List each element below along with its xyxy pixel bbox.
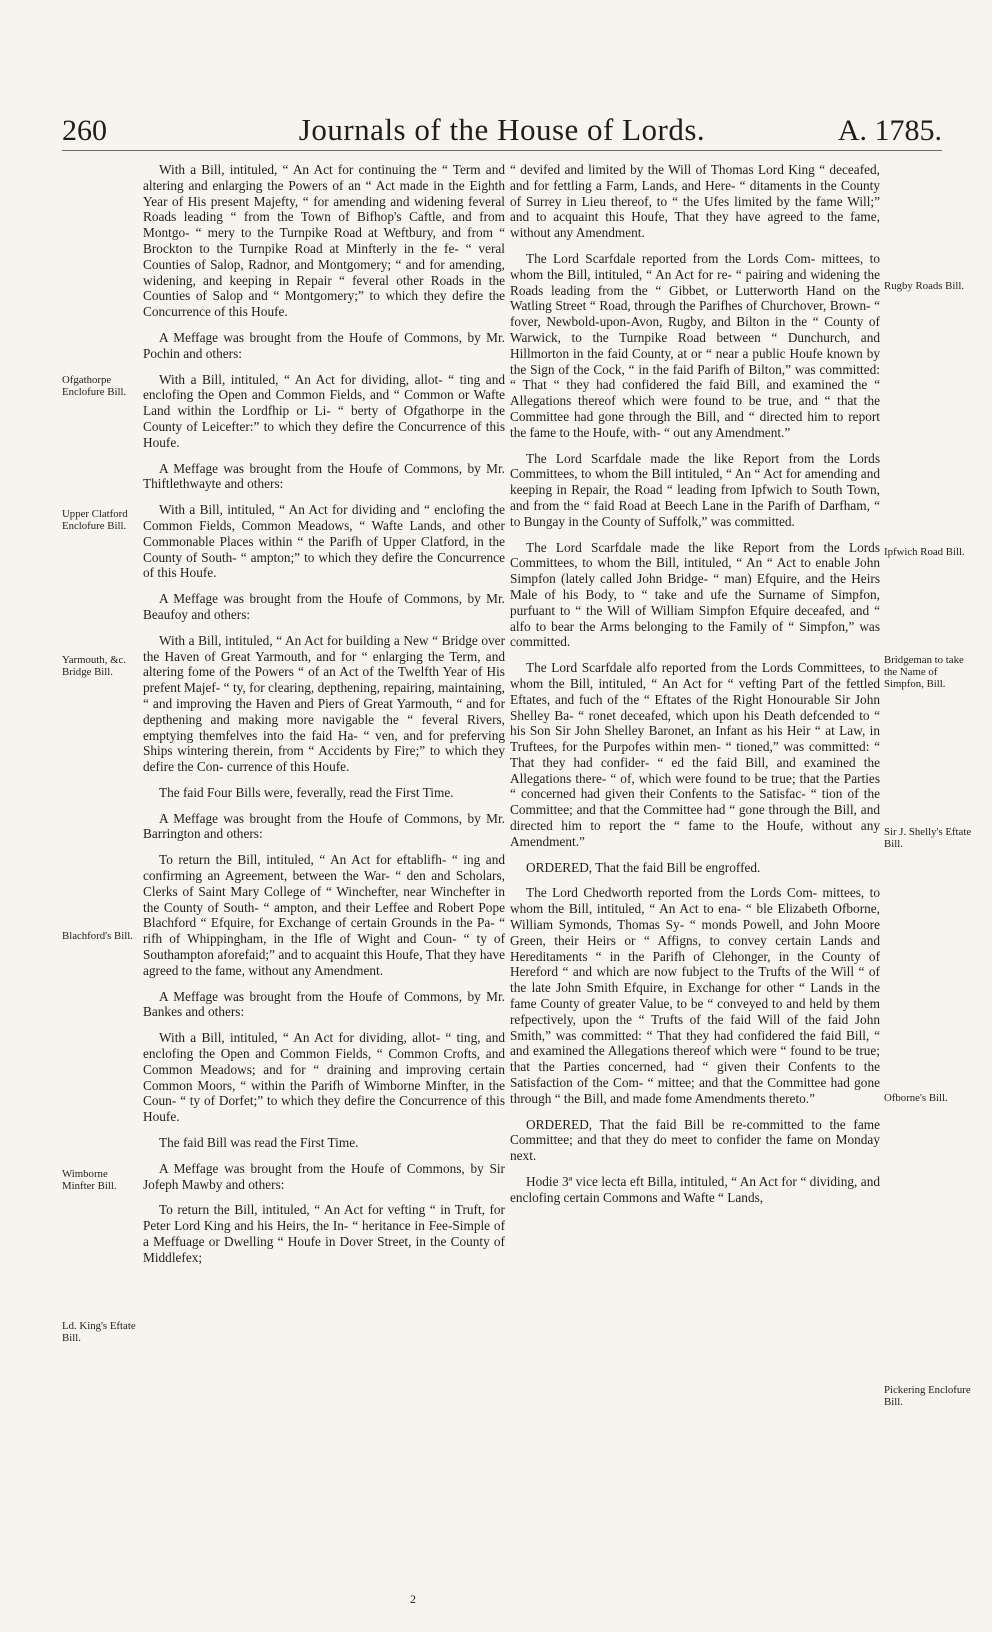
paragraph: A Meffage was brought from the Houfe of Commons, by Mr. Bankes and others: [143,988,505,1020]
paragraph: The Lord Scarfdale alfo reported from the Lords Committees, to whom the Bill, intituled, “ An Act for “ vefting Part of the fettled Eftates, and fuch of the “ Eftates of the Right Honourable Sir John Shelley Ba- “ ronet deceafed, which upon his Death defcended to “ his Son Sir John Shelley Baronet, an Infant as his Heir “ at Law, in Truftees, for the Purpofes within men- “ tioned,” was committed: “ That they had confider- “ ed the faid Bill, and examined the Allegations there- “ of, which were found to be true; that the Parties “ concerned had given their Confents to the Satisfac- “ tion of the Committee; and that the Committee had “ gone through the Bill, and directed him to report the “ fame to the Houfe, without any Amendment.” [510,660,880,849]
paragraph: A Meffage was brought from the Houfe of Commons, by Mr. Pochin and others: [143,329,505,361]
right-column [510,162,880,1216]
paragraph: The faid Four Bills were, feverally, read the First Time. [159,784,454,800]
margin-note: Sir J. Shelly's Eftate Bill. [884,826,972,851]
journal-year: A. 1785. [837,114,942,147]
left-column [143,162,505,1276]
margin-note: Pickering Enclofure Bill. [884,1384,971,1409]
paragraph: To return the Bill, intituled, “ An Act for eftablifh- “ ing and confirming an Agreement, between the War- “ den and Scholars, Clerks of Saint Mary College of “ Winchefter, near Winchefter in the County of South- “ ampton, and their Leffee and Robert Pope Blachford “ Efquire, for Exchange of certain Grounds in the Pa- “ rifh of Whippingham, in the Ifle of Wight and Coun- “ ty of Southampton aforefaid;” and to acquaint this Houfe, That they have agreed to the fame, without any Amendment. [143,852,505,978]
margin-note: Upper Clatford Enclofure Bill. [62,508,128,533]
paragraph: Hodie 3ª vice lecta eft Billa, intituled, “ An Act for “ dividing, and enclofing certain Commons and Wafte “ Lands, [510,1174,880,1205]
paragraph: ORDERED, That the faid Bill be re-committed to the fame Committee; and that they do meet to confider the fame on Monday next. [510,1116,880,1164]
margin-note: Blachford's Bill. [62,930,133,942]
paragraph: With a Bill, intituled, “ An Act for continuing the “ Term and altering and enlarging the Powers of an “ Act made in the Eighth Year of His present Majefty, “ for amending and widening feveral Roads leading “ from the Town of Bifhop's Caftle, and from Montgo- “ mery to the Turnpike Road at Weftbury, and from “ Brockton to the Turnpike Road at Minfterly in the fe- “ veral Counties of Salop, Radnor, and Montgomery; “ and for amending, widening, and keeping in Repair “ feveral other Roads in the Counties of Salop and “ Montgomery;” to which they defire the Concurrence of this Houfe. [143,162,505,320]
paragraph: A Meffage was brought from the Houfe of Commons, by Sir Jofeph Mawby and others: [143,1160,505,1192]
paragraph: To return the Bill, intituled, “ An Act for vefting “ in Truft, for Peter Lord King and his Heirs, the In- “ heritance in Fee-Simple of a Meffuage or Dwelling “ Houfe in Dover Street, in the County of Middlefex; [143,1202,505,1265]
paragraph: With a Bill, intituled, “ An Act for dividing, allot- “ ting and enclofing the Open and Common Fields, and “ Common or Wafte Land within the Lordfhip or Li- “ berty of Ofgathorpe in the County of Leicefter:” to which they defire the Concurrence of this Houfe. [143,371,505,450]
margin-note: Ipfwich Road Bill. [884,546,965,558]
margin-note: Wimborne Minfter Bill. [62,1168,117,1193]
header-rule [62,150,942,151]
margin-note: Ofborne's Bill. [884,1092,948,1104]
paragraph: With a Bill, intituled, “ An Act for building a New “ Bridge over the Haven of Great Yarmouth, and for “ enlarging the Term, and altering fome of the Powers “ of an Act of the Twelfth Year of His prefent Majef- “ ty, for clearing, depthening, repairing, maintaining, “ and improving the Haven and Piers of Great Yarmouth, “ and for depthening and making more navigable the “ feveral Rivers, emptying themfelves into the faid Ha- “ ven, and for preferving Ships wintering therein, from “ Accidents by Fire;” to which they defire the Con- currence of this Houfe. [143,632,505,775]
page-number: 260 [62,114,107,147]
paragraph: A Meffage was brought from the Houfe of Commons, by Mr. Beaufoy and others: [143,591,505,622]
paragraph: The Lord Scarfdale reported from the Lords Com- mittees, to whom the Bill, intituled, “ An Act for re- “ pairing and widening the Roads leading from the “ Gibbet, or Lutterworth Hand on the Watling Street “ Road, through the Parifhes of Churchover, Brown- “ fover, Newbold-upon-Avon, Rugby, and Bilton in the “ County of Warwick, to the Turnpike Road between “ Dunchurch, and Hillmorton in the faid County, at or “ near a public Houfe known by the Sign of the Cock, “ in the faid Parifh of Bilton,” was committed: “ That “ they had confidered the faid Bill, and examined the “ Allegations thereof which were found to be true, and “ that the Committee had gone through the Bill, and “ directed him to report the fame to the Houfe, with- “ out any Amendment.” [510,250,880,440]
margin-note: Ofgathorpe Enclofure Bill. [62,374,127,399]
paragraph: A Meffage was brought from the Houfe of Commons, by Mr. Barrington and others: [143,810,505,842]
paragraph: The faid Bill was read the First Time. [159,1135,359,1151]
margin-note: Rugby Roads Bill. [884,280,965,292]
paragraph: The Lord Scarfdale made the like Report from the Lords Committees, to whom the Bill, intituled, “ An “ Act to enable John Simpfon (lately called John Bridge- “ man) Efquire, and the Heirs Male of his Body, to “ take and ufe the Surname of Simpfon, purfuant to “ the Will of William Simpfon Efquire deceafed, and “ alfo to bear the Arms belonging to the Family of “ Simpfon,” was committed. [510,539,880,650]
page-header [62,108,942,156]
paragraph: With a Bill, intituled, “ An Act for dividing, allot- “ ting, and enclofing the Open and Common Fields, “ Common Crofts, and Common Meadows; and for “ draining and improving certain Common Moors, “ within the Parifh of Wimborne Minfter, in the Coun- “ ty of Dorfet;” to which they defire the Concurrence of this Houfe. [143,1030,505,1125]
paragraph: The Lord Chedworth reported from the Lords Com- mittees, to whom the Bill, intituled, “ An Act to ena- “ ble Elizabeth Ofborne, William Symonds, Thomas Sy- “ monds Powell, and John Moore Green, their Heirs or “ Affigns, to convey certain Lands and Hereditaments “ in the Parifh of Clehonger, in the County of Hereford “ and which are now fubject to the Trufts of the Will “ of the late John Smith Efquire, in Exchange for other “ Lands in the fame County of greater Value, to be “ conveyed to and held by them refpectively, upon the “ Trufts of the faid Will of the faid John Smith,” was committed: “ That they had confidered the faid Bill, “ and examined the Allegations thereof which were “ found to be true; that the Parties concerned, had “ given their Confents to the Satisfaction of the Com- “ mittee; and that the Committee had gone through “ the Bill, and made fome Amendments thereto.” [510,885,880,1106]
margin-note: Bridgeman to take the Name of Simpfon, Bill. [884,654,964,691]
journal-title: Journals of the House of Lords. [298,112,706,147]
paragraph: The Lord Scarfdale made the like Report from the Lords Committees, to whom the Bill intituled, “ An “ Act for amending and keeping in Repair, the Road “ leading from Ipfwich to South Town, and from the “ faid Road at Beech Lane in the Parifh of Darfham, “ to Bungay in the County of Suffolk,” was committed. [510,450,880,529]
paragraph: With a Bill, intituled, “ An Act for dividing and “ enclofing the Common Fields, Common Meadows, “ Wafte Lands, and other Commonable Places within “ the Parifh of Upper Clatford, in the County of South- “ ampton;” to which they defire the Concurrence of this Houfe. [143,502,505,581]
margin-note: Ld. King's Eftate Bill. [62,1320,136,1345]
paragraph: ORDERED, That the faid Bill be engroffed. [526,859,761,875]
paragraph: “ devifed and limited by the Will of Thomas Lord King “ deceafed, and for fettling a Farm, Lands, and Here- “ ditaments in the County of Surrey in Lieu thereof, to “ the Ufes limited by the fame Will;” and to acquaint this Houfe, That they have agreed to the fame, without any Amendment. [510,162,880,241]
paragraph: A Meffage was brought from the Houfe of Commons, by Mr. Thiftlethwayte and others: [143,460,505,492]
margin-note: Yarmouth, &c. Bridge Bill. [62,654,126,679]
signature-mark: 2 [410,1592,416,1606]
